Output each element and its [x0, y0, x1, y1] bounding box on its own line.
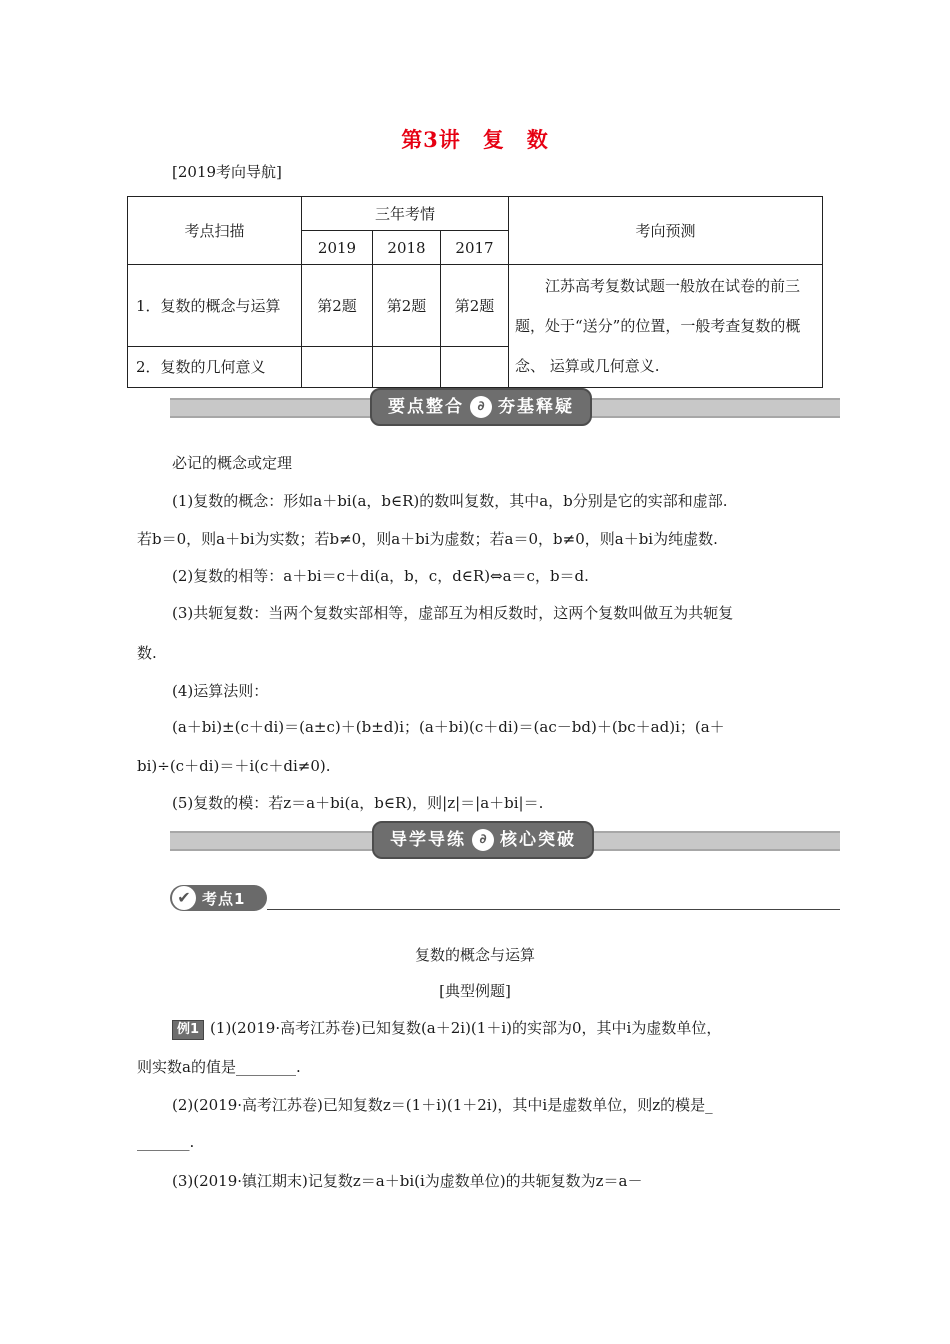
paragraph-4b: bi)÷(c＋di)＝＋i(c＋di≠0).	[137, 757, 331, 775]
typical-examples-label: [典型例题]	[439, 982, 511, 1000]
example-2a: (2)(2019·高考江苏卷)已知复数z＝(1＋i)(1＋2i)，其中i是虚数单位，则z的模是_	[172, 1096, 713, 1114]
example-badge: 例1	[172, 1020, 204, 1040]
paragraph-4: (4)运算法则：	[172, 682, 269, 700]
example-1b: 则实数a的值是________.	[137, 1058, 301, 1076]
check-icon: ✔	[172, 886, 196, 910]
banner-left-text: 导学导练	[390, 830, 466, 850]
paragraph-5: (5)复数的模：若z＝a＋bi(a，b∈R)，则|z|＝|a＋bi|＝.	[172, 794, 544, 812]
topic-cell: 2．复数的几何意义	[128, 347, 302, 388]
example-1a: (1)(2019·高考江苏卷)已知复数(a＋2i)(1＋i)的实部为0，其中i为虚数单位，	[210, 1019, 722, 1037]
section-banner-2	[372, 821, 594, 859]
paragraph-1b: 若b＝0，则a＋bi为实数；若b≠0，则a＋bi为虚数；若a＝0，b≠0，则a＋bi为纯虚数.	[137, 530, 718, 548]
topic-title: 复数的概念与运算	[414, 946, 535, 964]
kaodian-label: 考点1	[202, 890, 246, 908]
header-forecast: 考向预测	[509, 197, 823, 265]
paragraph-4a: (a＋bi)±(c＋di)＝(a±c)＋(b±d)i；(a＋bi)(c＋di)＝(ac－bd)＋(bc＋ad)i；(a＋	[172, 718, 725, 736]
banner-left-text: 要点整合	[388, 397, 464, 417]
year-cell: 第2题	[302, 265, 373, 347]
banner-right-text: 夯基释疑	[498, 397, 574, 417]
forecast-cell: 江苏高考复数试题一般放在试卷的前三题，处于“送分”的位置，一般考查复数的概念、 运算或几何意义.	[509, 265, 823, 388]
nav-label: [2019考向导航]	[172, 163, 282, 181]
paragraph-3b: 数.	[137, 644, 157, 662]
example-2b: _______.	[137, 1133, 195, 1151]
year-cell	[373, 347, 441, 388]
year-cell: 第2题	[373, 265, 441, 347]
page-title: 第3讲 复 数	[401, 127, 549, 152]
section-banner-1	[370, 388, 592, 426]
paragraph-2: (2)复数的相等：a＋bi＝c＋di(a，b，c，d∈R)⇔a＝c，b＝d.	[172, 567, 589, 585]
banner-logo-icon: ∂	[470, 396, 492, 418]
section-heading: 必记的概念或定理	[172, 454, 293, 472]
year-cell	[441, 347, 509, 388]
example-3: (3)(2019·镇江期末)记复数z＝a＋bi(i为虚数单位)的共轭复数为z＝a－	[172, 1172, 643, 1190]
year-cell: 第2题	[441, 265, 509, 347]
year-2019: 2019	[302, 231, 373, 265]
year-2018: 2018	[373, 231, 441, 265]
topic-cell: 1．复数的概念与运算	[128, 265, 302, 347]
kaodian-badge	[170, 885, 267, 911]
banner-logo-icon: ∂	[472, 829, 494, 851]
year-cell	[302, 347, 373, 388]
year-2017: 2017	[441, 231, 509, 265]
kaodian-divider	[267, 909, 840, 910]
banner-right-text: 核心突破	[500, 830, 576, 850]
paragraph-3a: (3)共轭复数：当两个复数实部相等，虚部互为相反数时，这两个复数叫做互为共轭复	[172, 604, 734, 622]
example-1-line	[172, 1017, 721, 1040]
header-scan: 考点扫描	[128, 197, 302, 265]
exam-overview-table	[127, 196, 823, 388]
header-three-years: 三年考情	[302, 197, 509, 231]
paragraph-1a: (1)复数的概念：形如a＋bi(a，b∈R)的数叫复数，其中a，b分别是它的实部和虚部.	[172, 492, 728, 510]
